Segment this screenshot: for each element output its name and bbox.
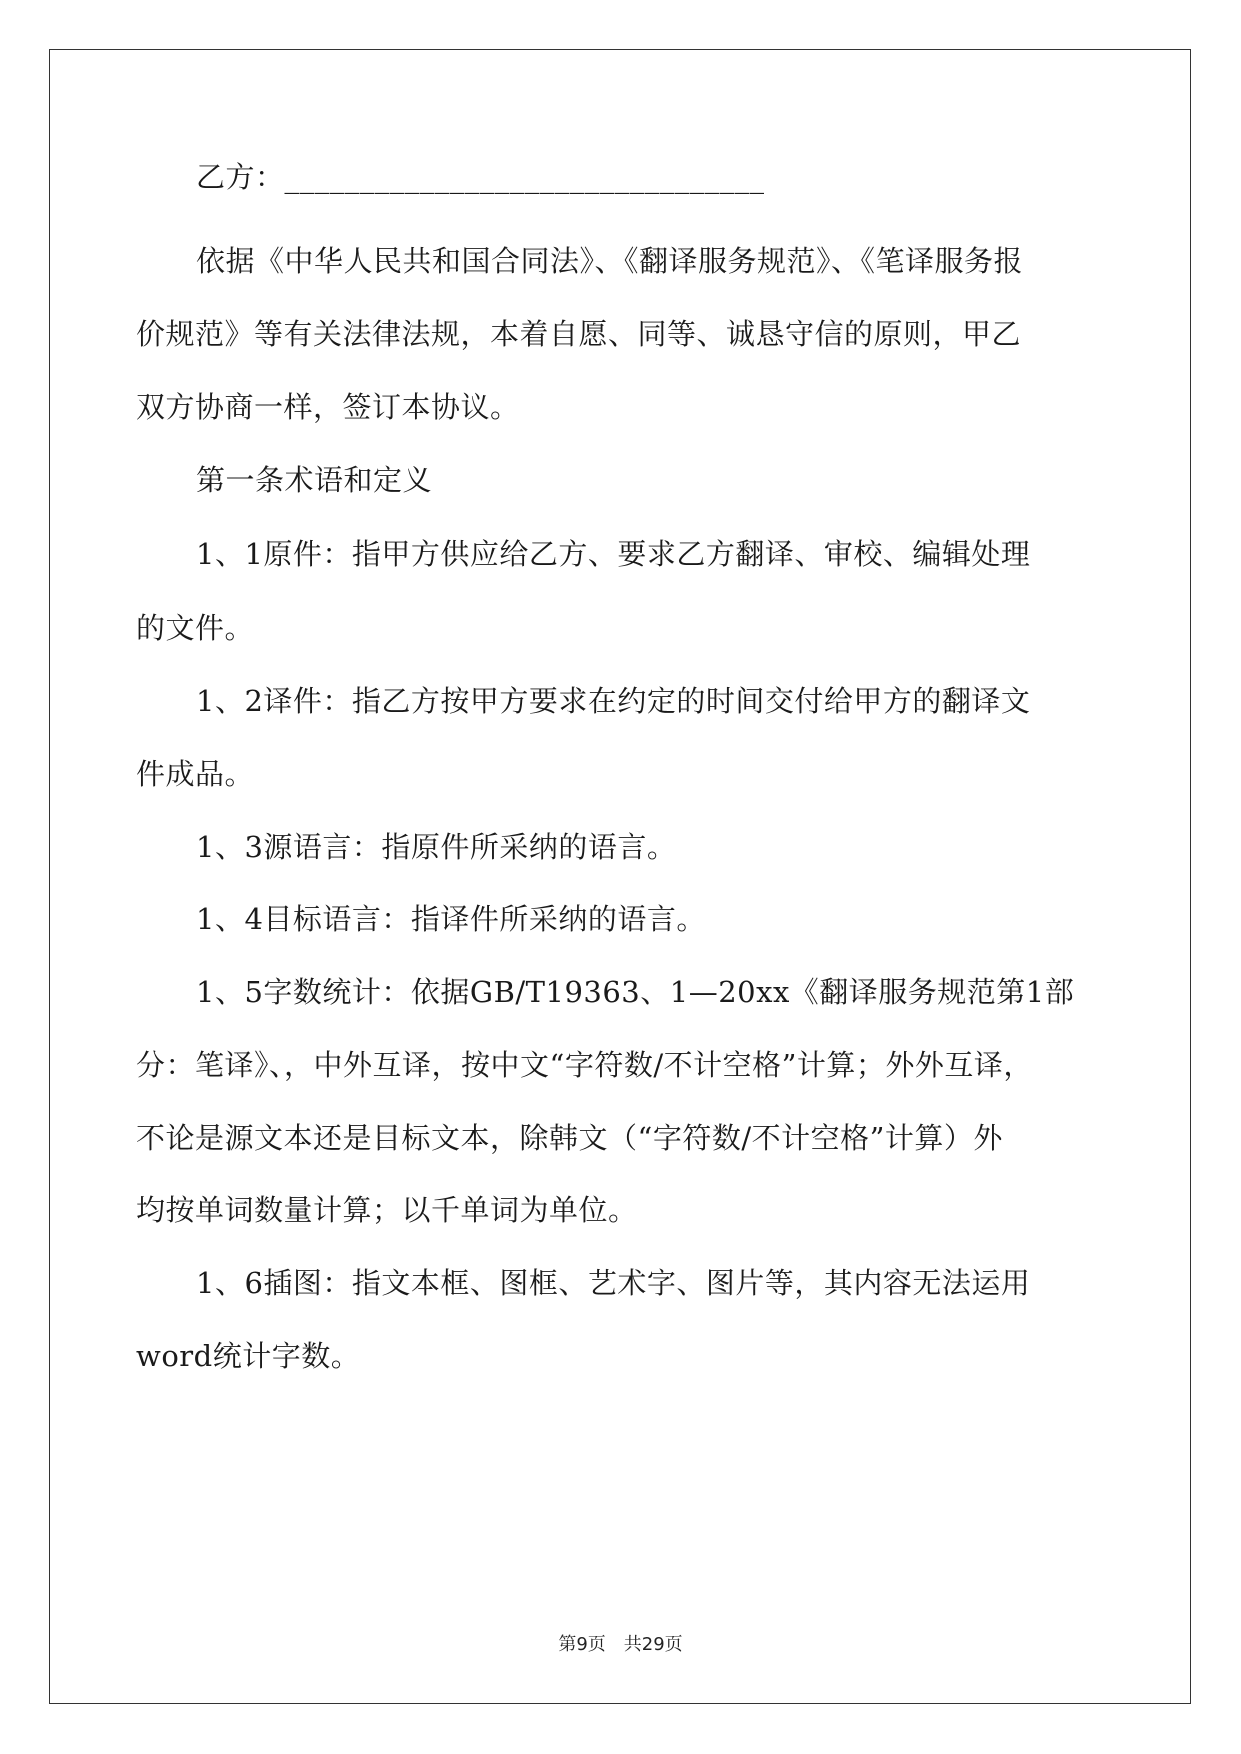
paragraph-line: 均按单词数量计算；以千单词为单位。 bbox=[136, 1193, 638, 1227]
paragraph-line: 依据《中华人民共和国合同法》、《翻译服务规范》、《笔译服务报 bbox=[196, 244, 1024, 278]
paragraph-line: 1、6插图：指文本框、图框、艺术字、图片等，其内容无法运用 bbox=[196, 1266, 1031, 1300]
paragraph-line: 1、3源语言：指原件所采纳的语言。 bbox=[196, 830, 677, 864]
paragraph-line: 件成品。 bbox=[136, 757, 255, 791]
page-number: 9 bbox=[576, 1634, 588, 1655]
paragraph-line: 双方协商一样，签订本协议。 bbox=[136, 390, 520, 424]
paragraph-line: 的文件。 bbox=[136, 611, 255, 645]
paragraph-line: 第一条术语和定义 bbox=[196, 463, 433, 497]
footer-prefix: 第 bbox=[558, 1634, 577, 1655]
paragraph-line: 1、2译件：指乙方按甲方要求在约定的时间交付给甲方的翻译文 bbox=[196, 684, 1031, 718]
paragraph-line: word统计字数。 bbox=[136, 1339, 361, 1373]
page-border bbox=[49, 49, 1191, 1704]
paragraph-line: 不论是源文本还是目标文本，除韩文（“字符数/不计空格”计算）外 bbox=[136, 1121, 1003, 1155]
party-b-signature-line: 乙方：________________________________ bbox=[196, 160, 765, 194]
footer-suffix: 页 bbox=[664, 1634, 683, 1655]
paragraph-line: 分：笔译》、，中外互译，按中文“字符数/不计空格”计算；外外互译， bbox=[136, 1048, 1033, 1082]
page-total: 29 bbox=[641, 1634, 665, 1655]
paragraph-line: 1、4目标语言：指译件所采纳的语言。 bbox=[196, 902, 706, 936]
paragraph-line: 价规范》等有关法律法规，本着自愿、同等、诚恳守信的原则，甲乙 bbox=[136, 317, 1022, 351]
footer-mid: 页 共 bbox=[587, 1634, 642, 1655]
paragraph-line: 1、1原件：指甲方供应给乙方、要求乙方翻译、审校、编辑处理 bbox=[196, 537, 1031, 571]
page-footer bbox=[0, 1630, 1241, 1656]
paragraph-line: 1、5字数统计：依据GB/T19363、1—20xx《翻译服务规范第1部 bbox=[196, 975, 1075, 1009]
